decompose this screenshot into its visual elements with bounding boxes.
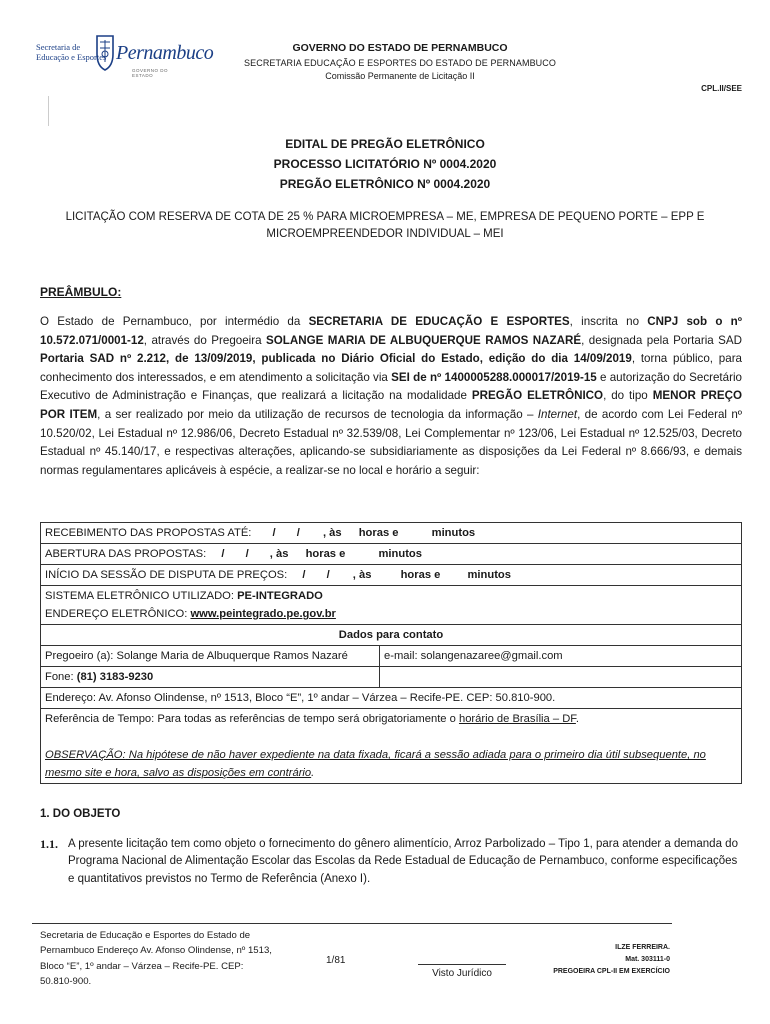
contato-title: Dados para contato — [41, 625, 742, 646]
header-secretaria: SECRETARIA EDUCAÇÃO E ESPORTES DO ESTADO DE PERNAMBUCO — [244, 58, 556, 68]
header-code: CPL.II/SEE — [701, 84, 742, 93]
header-government: GOVERNO DO ESTADO DE PERNAMBUCO — [292, 42, 508, 54]
fone-cell: Fone: (81) 3183-9230 — [41, 667, 380, 688]
row-sistema: SISTEMA ELETRÔNICO UTILIZADO: PE-INTEGRADO ENDEREÇO ELETRÔNICO: www.peintegrado.pe.gov.br — [41, 586, 742, 625]
row-recebimento: RECEBIMENTO DAS PROPOSTAS ATÉ: / / , às horas e minutos — [41, 523, 742, 544]
visto-juridico: Visto Jurídico — [432, 968, 492, 979]
peintegrado-link[interactable]: www.peintegrado.pe.gov.br — [190, 608, 336, 620]
endereco-cell: Endereço: Av. Afonso Olindense, nº 1513, Bloco “E”, 1º andar – Várzea – Recife-PE. CEP: 50.810-900. — [41, 688, 742, 709]
logo-pernambuco-script: Pernambuco — [116, 42, 214, 64]
footer-address: Secretaria de Educação e Esportes do Estado de Pernambuco Endereço Av. Afonso Olindense, nº 1513, Bloco “E”, 1º andar – Várzea – Recife-PE. CEP: 50.810-900. — [40, 930, 272, 988]
edital-title: EDITAL DE PREGÃO ELETRÔNICO — [285, 137, 485, 151]
pregao-title: PREGÃO ELETRÔNICO Nº 0004.2020 — [279, 177, 491, 191]
preambulo-paragraph: O Estado de Pernambuco, por intermédio da SECRETARIA DE EDUCAÇÃO E ESPORTES, inscrita no CNPJ sob o nº 10.572.071/0001-12, através do Pregoeira SOLANGE MARIA DE ALBUQUERQUE RAMOS NAZARÉ, designada pela Portaria SAD Portaria SAD nº 2.212, de 13/09/2019, publicada no Diário Oficial do Estado, edição do dia 14/09/2019, torna público, para conhecimento dos interessados, e em atendimento a solicitação via SEI de nº 1400005288.000017/2019-15 e autorização do Secretário Executivo de Administração e Finanças, que realizará a licitação na modalidade PREGÃO ELETRÔNICO, do tipo MENOR PREÇO POR ITEM, a ser realizado por meio da utilização de recursos de tecnologia da informação – Internet, de acordo com Lei Federal nº 10.520/02, Lei Estadual nº 12.986/06, Decreto Estadual nº 32.539/08, Lei Complementar nº 123/06, Lei Estadual nº 12.525/03, Decreto Estadual nº 45.140/17, e respectivas alterações, aplicando-se subsidiariamente as disposições da Lei Federal nº 8.666/93, e demais normas regulamentares aplicáveis à espécie, a realizar-se no local e horário a seguir: — [40, 315, 743, 477]
logo-subtitle: GOVERNO DO ESTADO — [132, 68, 169, 78]
margin-line — [48, 96, 49, 126]
header-logo — [16, 32, 214, 80]
header-comissao: Comissão Permanente de Licitação II — [325, 71, 475, 81]
logo-secretaria-text: Secretaria de Educação e Esportes — [36, 42, 107, 62]
processo-title: PROCESSO LICITATÓRIO Nº 0004.2020 — [273, 157, 497, 171]
footer-divider — [32, 923, 672, 924]
reserva-cota-heading: LICITAÇÃO COM RESERVA DE COTA DE 25 % PARA MICROEMPRESA – ME, EMPRESA DE PEQUENO PORTE – EPP E MICROEMPREENDEDOR INDIVIDUAL – MEI — [65, 211, 705, 240]
row-abertura: ABERTURA DAS PROPOSTAS: / / , às horas e minutos — [41, 544, 742, 565]
visto-signature-line — [418, 964, 506, 965]
licitacao-info-box — [40, 522, 742, 784]
item-1-1-number: 1.1. — [40, 837, 58, 851]
empty-cell — [380, 667, 742, 688]
pregoeiro-cell: Pregoeiro (a): Solange Maria de Albuquerque Ramos Nazaré — [41, 646, 380, 667]
referencia-obs-cell: Referência de Tempo: Para todas as referências de tempo será obrigatoriamente o horário de Brasília – DF. OBSERVAÇÃO: Na hipótese de não haver expediente na data fixada, ficará a sessão adiada para o primeiro dia útil subsequente, no mesmo site e hora, salvo as disposições em contrário. — [41, 709, 742, 784]
email-cell: e-mail: solangenazaree@gmail.com — [380, 646, 742, 667]
row-inicio-sessao: INÍCIO DA SESSÃO DE DISPUTA DE PREÇOS: / / , às horas e minutos — [41, 565, 742, 586]
preambulo-heading: PREÂMBULO: — [40, 285, 122, 299]
item-1-1-text: A presente licitação tem como objeto o fornecimento do gênero alimentício, Arroz Parbolizado – Tipo 1, para atender a demanda do Programa Nacional de Alimentação Escolar das Escolas da Rede Estadual de Educação de Pernambuco, conforme especificações e quantitativos previstos no Termo de Referência (Anexo I). — [68, 838, 738, 885]
pregoeira-signature: ILZE FERREIRA. Mat. 303111-0 PREGOEIRA CPL-II EM EXERCÍCIO — [553, 944, 670, 975]
section-objeto-heading: 1. DO OBJETO — [40, 808, 121, 820]
page-number: 1/81 — [326, 955, 346, 966]
